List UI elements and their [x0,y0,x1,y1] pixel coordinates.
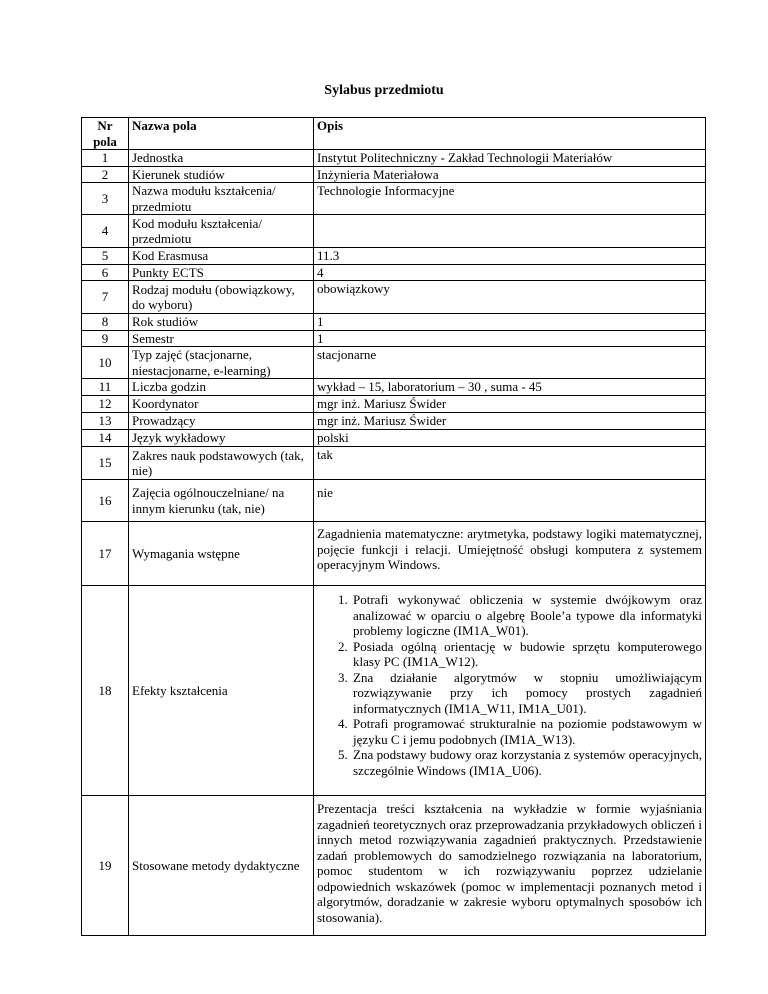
table-row [82,248,706,265]
row-desc: 1 [314,330,706,347]
table-row [82,796,706,936]
row-desc: mgr inż. Mariusz Świder [314,413,706,430]
table-row [82,379,706,396]
table-row [82,396,706,413]
table-row [82,183,706,215]
row-number: 16 [82,480,129,522]
list-item: 5. Zna podstawy budowy oraz korzystania z systemów operacyjnych, szczególnie Windows (IM1A_U06). [351,747,702,778]
row-name: Kod modułu kształcenia/ przedmiotu [129,215,314,248]
row-desc: tak [314,447,706,480]
row-desc: 11.3 [314,248,706,265]
row-name: Koordynator [129,396,314,413]
table-row [82,430,706,447]
row-number: 2 [82,166,129,183]
row-name: Prowadzący [129,413,314,430]
row-number: 7 [82,281,129,314]
list-item: 2. Posiada ogólną orientację w budowie sprzętu komputerowego klasy PC (IM1A_W12). [351,639,702,670]
row-number: 15 [82,447,129,480]
row-number: 5 [82,248,129,265]
row-name: Rok studiów [129,314,314,331]
row-name: Kierunek studiów [129,166,314,183]
table-row [82,347,706,379]
table-row [82,480,706,522]
row-name: Jednostka [129,150,314,167]
header-name: Nazwa pola [129,118,314,150]
row-number: 17 [82,522,129,586]
row-desc: wykład – 15, laboratorium – 30 , suma - 45 [314,379,706,396]
row-desc: 4 [314,264,706,281]
table-row [82,586,706,796]
learning-outcomes-list [317,592,702,778]
row-desc: Zagadnienia matematyczne: arytmetyka, podstawy logiki matematycznej, pojęcie funkcji i relacji. Umiejętność obsługi komputera z systemem operacyjnym Windows. [314,522,706,586]
row-desc: nie [314,480,706,522]
row-name: Zakres nauk podstawowych (tak, nie) [129,447,314,480]
table-row [82,314,706,331]
row-number: 8 [82,314,129,331]
header-nr: Nr pola [82,118,129,150]
row-desc: 1 [314,314,706,331]
table-row [82,215,706,248]
row-desc: mgr inż. Mariusz Świder [314,396,706,413]
row-desc: stacjonarne [314,347,706,379]
row-desc [314,586,706,796]
row-number: 4 [82,215,129,248]
row-name: Semestr [129,330,314,347]
row-name: Liczba godzin [129,379,314,396]
row-name: Rodzaj modułu (obowiązkowy, do wyboru) [129,281,314,314]
table-row [82,522,706,586]
row-name: Kod Erasmusa [129,248,314,265]
row-name: Stosowane metody dydaktyczne [129,796,314,936]
row-number: 12 [82,396,129,413]
row-number: 13 [82,413,129,430]
row-desc: polski [314,430,706,447]
row-number: 6 [82,264,129,281]
table-row [82,150,706,167]
row-desc [314,215,706,248]
page-title: Sylabus przedmiotu [324,83,444,98]
row-name: Efekty kształcenia [129,586,314,796]
row-desc: Technologie Informacyjne [314,183,706,215]
row-desc: Inżynieria Materiałowa [314,166,706,183]
row-number: 14 [82,430,129,447]
row-number: 11 [82,379,129,396]
syllabus-table [81,117,706,936]
row-name: Punkty ECTS [129,264,314,281]
table-row [82,413,706,430]
list-item: 4. Potrafi programować strukturalnie na poziomie podstawowym w języku C i jemu podobnych (IM1A_W13). [351,716,702,747]
table-row [82,330,706,347]
table-header-row [82,118,706,150]
row-name: Typ zajęć (stacjonarne, niestacjonarne, e-learning) [129,347,314,379]
header-desc: Opis [314,118,706,150]
row-desc: obowiązkowy [314,281,706,314]
table-row [82,166,706,183]
table-row [82,447,706,480]
row-name: Język wykładowy [129,430,314,447]
row-number: 1 [82,150,129,167]
list-item: 1. Potrafi wykonywać obliczenia w systemie dwójkowym oraz analizować w oparciu o algebrę Boole’a typowe dla informatyki problemy logiczne (IM1A_W01). [351,592,702,639]
list-item: 3. Zna działanie algorytmów w stopniu umożliwiającym rozwiązywanie przy ich pomocy prostych zagadnień informatycznych (IM1A_W11, IM1A_U01). [351,670,702,717]
row-desc: Instytut Politechniczny - Zakład Technologii Materiałów [314,150,706,167]
row-desc: Prezentacja treści kształcenia na wykładzie w formie wyjaśniania zagadnień teoretycznych oraz przeprowadzania przykładowych obliczeń i innych metod rozwiązywania zagadnień praktycznych. Przedstawienie zadań problemowych do samodzielnego rozwiązania na laboratorium, pomoc studentom w ich rozwiązywaniu poprzez udzielanie odpowiednich wskazówek (pomoc w implementacji poznanych metod i algorytmów, doradzanie w zakresie wyboru optymalnych sposobów ich stosowania). [314,796,706,936]
table-row [82,264,706,281]
row-name: Zajęcia ogólnouczelniane/ na innym kierunku (tak, nie) [129,480,314,522]
row-name: Nazwa modułu kształcenia/ przedmiotu [129,183,314,215]
row-number: 19 [82,796,129,936]
table-row [82,281,706,314]
row-name: Wymagania wstępne [129,522,314,586]
row-number: 3 [82,183,129,215]
row-number: 10 [82,347,129,379]
row-number: 18 [82,586,129,796]
row-number: 9 [82,330,129,347]
